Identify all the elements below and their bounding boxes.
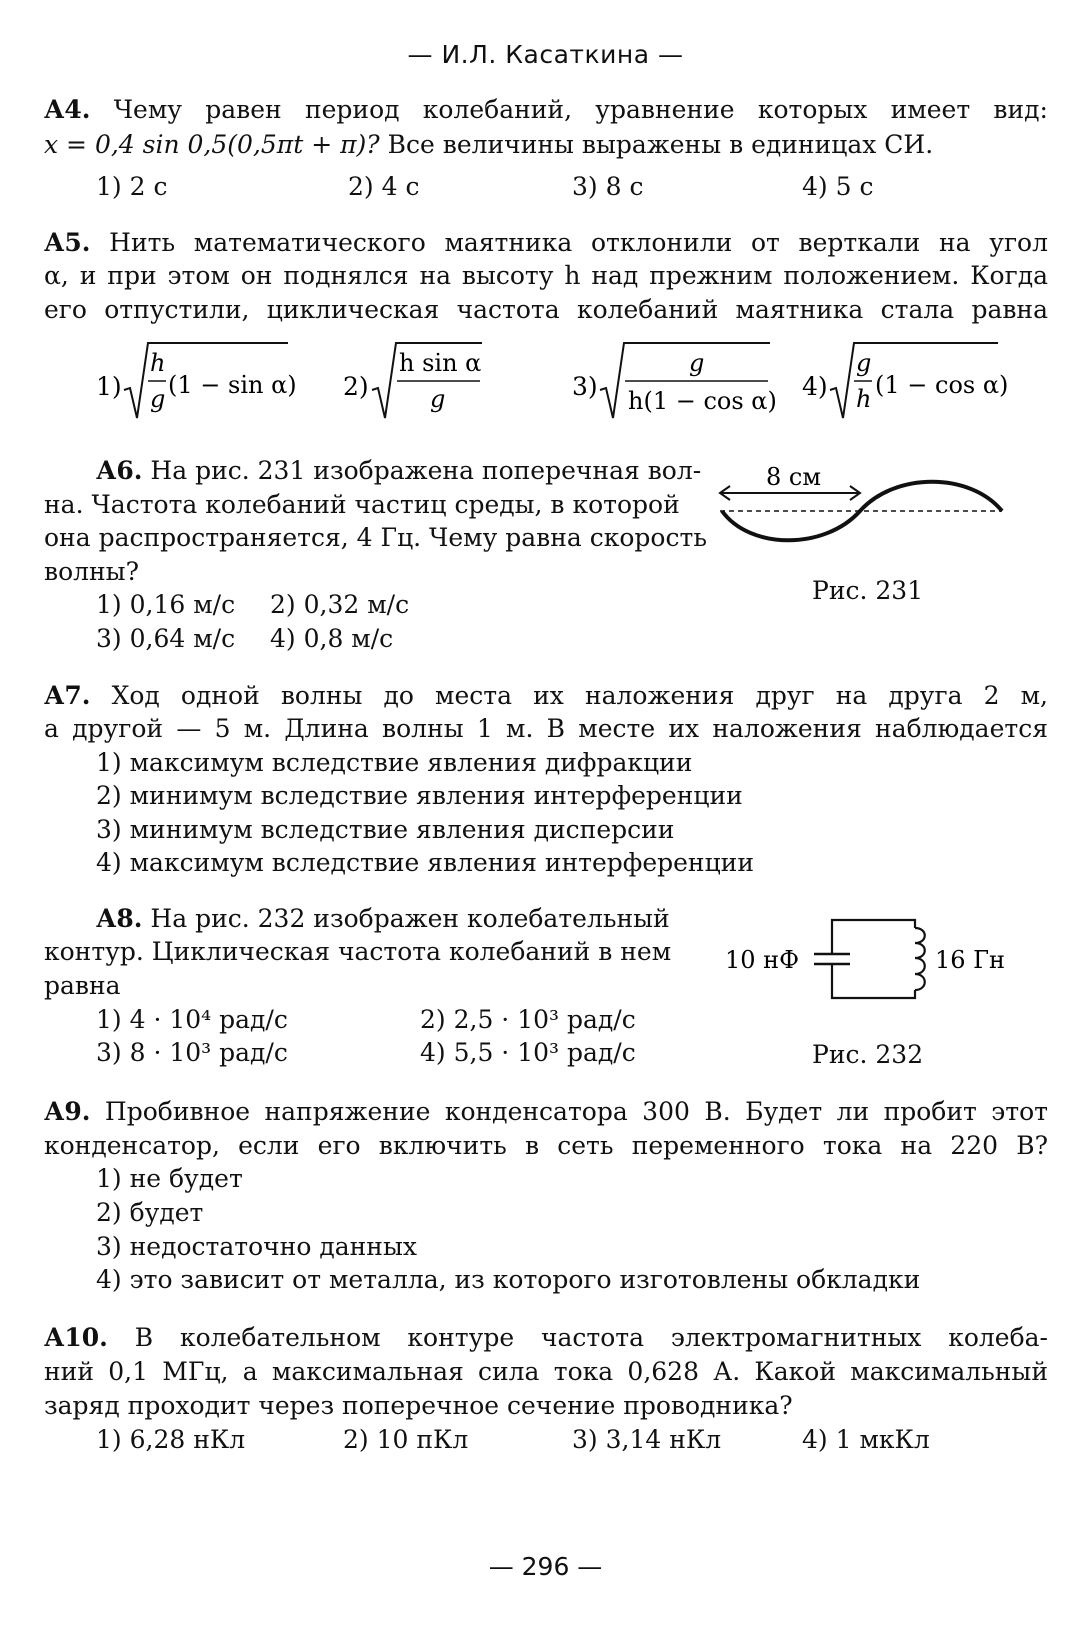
a5-line-1: [44, 228, 1048, 258]
a8-number: А8.: [96, 904, 143, 933]
a5-options-formulas: [0, 335, 1091, 430]
a5-option-4-numerator: g: [856, 349, 872, 377]
a9-option-4: 4) это зависит от металла, из которого изготовлены обкладки: [96, 1265, 921, 1294]
inductor-coil-icon: [915, 928, 925, 990]
a5-option-1-tail: (1 − sin α): [168, 371, 297, 399]
a7-option-2: 2) минимум вследствие явления интерференции: [96, 781, 743, 810]
a4-option-1: 1) 2 с: [96, 172, 168, 201]
a7-option-1: 1) максимум вследствие явления дифракции: [96, 748, 693, 777]
a4-line-1: [44, 95, 1048, 125]
a8-option-4: 4) 5,5 · 10³ рад/с: [420, 1038, 636, 1067]
a7-option-4: 4) максимум вследствие явления интерференции: [96, 848, 754, 877]
a4-option-4: 4) 5 с: [802, 172, 874, 201]
page-header: — И.Л. Касаткина —: [407, 40, 684, 69]
a10-text-3: заряд проходит через поперечное сечение проводника?: [44, 1391, 793, 1420]
a7-text-2: а другой — 5 м. Длина волны 1 м. В месте их наложения наблюдается: [44, 714, 1048, 743]
figure-232-circuit: [715, 910, 1015, 1010]
a8-option-1: 1) 4 · 10⁴ рад/с: [96, 1005, 288, 1034]
a6-text-1: На рис. 231 изображена поперечная вол-: [150, 456, 702, 485]
a8-text-2: контур. Циклическая частота колебаний в нем: [44, 937, 672, 966]
a8-text-1: На рис. 232 изображен колебательный: [150, 904, 670, 933]
a9-text-2: конденсатор, если его включить в сеть переменного тока на 220 В?: [44, 1131, 1048, 1160]
a8-text-3: равна: [44, 971, 121, 1000]
a5-text-2: α, и при этом он поднялся на высоту h над прежним положением. Когда: [44, 261, 1048, 290]
figure-231-wave: [710, 455, 1020, 565]
a10-option-2: 2) 10 пКл: [343, 1425, 469, 1454]
circuit-wire-bottom: [832, 964, 915, 998]
a9-option-3: 3) недостаточно данных: [96, 1232, 417, 1261]
a9-option-1: 1) не будет: [96, 1164, 243, 1193]
a5-option-3-label: 3): [572, 372, 598, 401]
a5-text-3: его отпустили, циклическая частота колебаний маятника стала равна: [44, 295, 1048, 324]
a5-option-3-denominator: h(1 − cos α): [628, 387, 777, 415]
circuit-wire-top: [832, 920, 915, 954]
a5-option-1-numerator: h: [150, 349, 166, 377]
a10-option-3: 3) 3,14 нКл: [572, 1425, 722, 1454]
a5-option-4-tail: (1 − cos α): [875, 371, 1009, 399]
a6-line-1: [96, 456, 701, 486]
inductance-label: 16 Гн: [935, 946, 1006, 974]
a9-option-2: 2) будет: [96, 1198, 204, 1227]
a4-line-2: [44, 130, 933, 160]
page-number: — 296 —: [488, 1552, 603, 1581]
a7-number: А7.: [44, 681, 91, 710]
a7-line-1: [44, 681, 1048, 711]
a5-option-4-label: 4): [802, 372, 828, 401]
a6-text-3: она распространяется, 4 Гц. Чему равна скорость: [44, 523, 707, 552]
capacitance-label: 10 нФ: [725, 946, 800, 974]
a9-number: А9.: [44, 1097, 91, 1126]
a5-number: А5.: [44, 228, 91, 257]
a10-number: А10.: [44, 1323, 108, 1352]
a4-formula: x = 0,4 sin 0,5(0,5πt + π)?: [44, 130, 380, 159]
a6-text-2: на. Частота колебаний частиц среды, в которой: [44, 490, 680, 519]
a5-option-1-denominator: g: [150, 385, 166, 413]
a10-option-4: 4) 1 мкКл: [802, 1425, 930, 1454]
a4-option-3: 3) 8 с: [572, 172, 644, 201]
a5-option-3-numerator: g: [689, 349, 705, 377]
a7-text-1: Ход одной волны до места их наложения друг на друга 2 м,: [111, 681, 1049, 710]
a9-text-1: Пробивное напряжение конденсатора 300 В. Будет ли пробит этот: [104, 1097, 1048, 1126]
a8-line-1: [96, 904, 670, 934]
a5-option-1-label: 1): [96, 372, 122, 401]
a6-option-1: 1) 0,16 м/с: [96, 590, 236, 619]
a4-text-1: Чему равен период колебаний, уравнение которых имеет вид:: [113, 95, 1048, 124]
a6-option-3: 3) 0,64 м/с: [96, 624, 236, 653]
a8-option-2: 2) 2,5 · 10³ рад/с: [420, 1005, 636, 1034]
a5-option-2-numerator: h sin α: [399, 349, 482, 377]
a6-number: А6.: [96, 456, 143, 485]
a4-option-2: 2) 4 с: [348, 172, 420, 201]
a6-option-2: 2) 0,32 м/с: [270, 590, 410, 619]
a5-option-4-denominator: h: [856, 385, 872, 413]
a10-line-1: [44, 1323, 1048, 1353]
figure-231-caption: Рис. 231: [812, 576, 924, 605]
a6-option-4: 4) 0,8 м/с: [270, 624, 394, 653]
a4-text-2: Все величины выражены в единицах СИ.: [387, 130, 934, 159]
a5-option-2-label: 2): [343, 372, 369, 401]
a10-text-1: В колебательном контуре частота электромагнитных колеба-: [134, 1323, 1048, 1352]
transverse-wave-curve: [722, 482, 1002, 541]
a10-option-1: 1) 6,28 нКл: [96, 1425, 246, 1454]
wave-length-label: 8 см: [766, 463, 822, 491]
a6-text-4: волны?: [44, 557, 139, 586]
a4-number: А4.: [44, 95, 91, 124]
a9-line-1: [44, 1097, 1048, 1127]
figure-232-caption: Рис. 232: [812, 1040, 924, 1069]
a5-text-1: Нить математического маятника отклонили от верткали на угол: [109, 228, 1048, 257]
a7-option-3: 3) минимум вследствие явления дисперсии: [96, 815, 675, 844]
a5-option-2-denominator: g: [430, 385, 446, 413]
a10-text-2: ний 0,1 МГц, а максимальная сила тока 0,628 А. Какой максимальный: [44, 1357, 1048, 1386]
a8-option-3: 3) 8 · 10³ рад/с: [96, 1038, 288, 1067]
